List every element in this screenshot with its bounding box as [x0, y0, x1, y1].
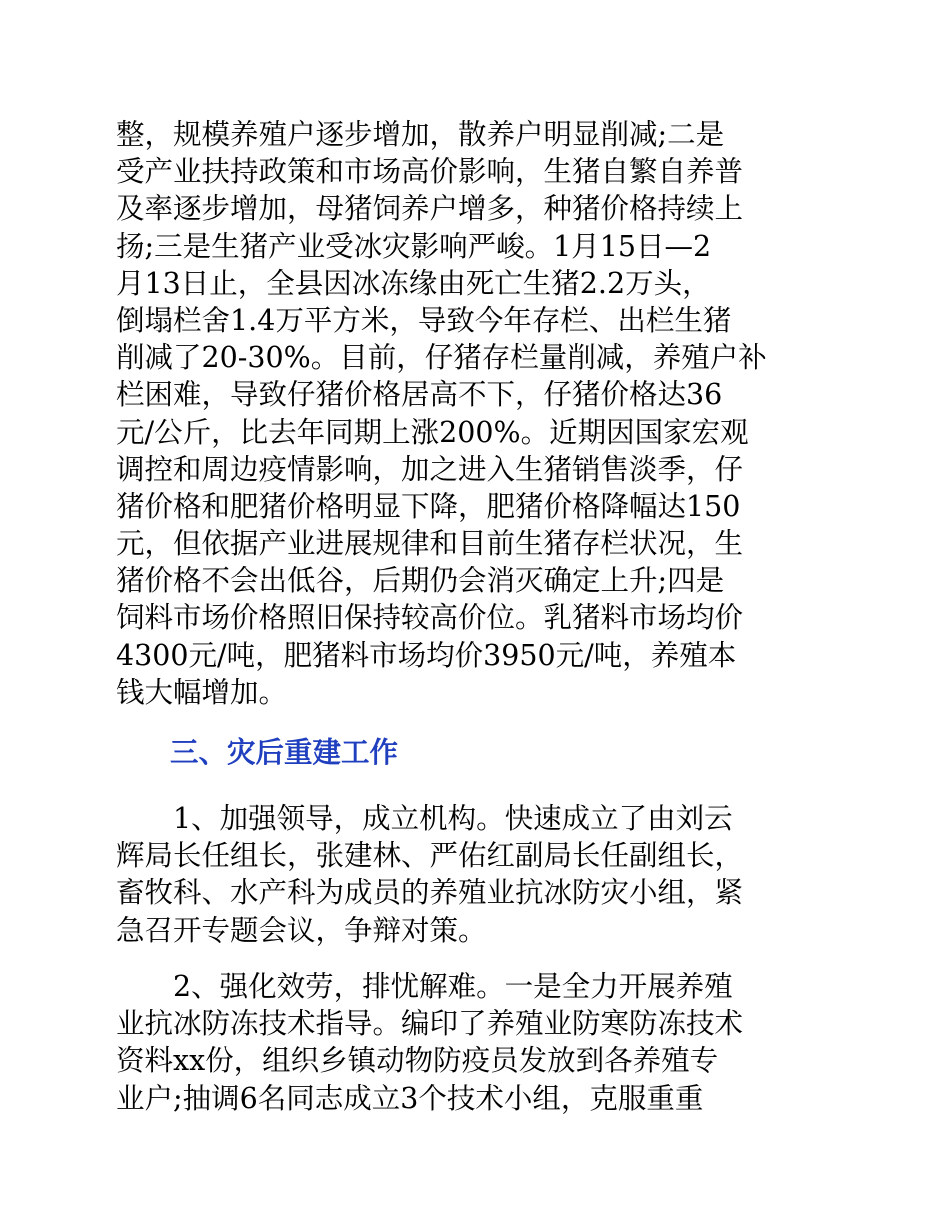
section-heading: 三、灾后重建工作: [170, 735, 399, 769]
text-line: 整，规模养殖户逐步增加，散养户明显削减;二是: [116, 118, 725, 151]
text-line: 1、加强领导，成立机构。快速成立了由刘云: [116, 802, 733, 835]
text-line: 月13日止，全县因冰冻缘由死亡生猪2.2万头，: [116, 266, 711, 300]
text-line: 2、强化效劳，排忧解难。一是全力开展养殖: [116, 970, 733, 1003]
text-line: 钱大幅增加。: [116, 675, 288, 709]
text-line: 及率逐步增加，母猪饲养户增多，种猪价格持续上: [116, 192, 744, 226]
text-line: 猪价格不会出低谷，后期仍会消灭确定上升;四是: [116, 564, 725, 598]
paragraph-services: [116, 968, 836, 1117]
text-line: 辉局长任组长，张建林、严佑红副局长任副组长，: [116, 839, 744, 873]
text-line: 元，但依据产业进展规律和目前生猪存栏状况，生: [116, 527, 744, 561]
text-line: 急召开专题会议，争辩对策。: [116, 913, 487, 947]
text-line: 业抗冰防冻技术指导。编印了养殖业防寒防冻技术: [116, 1007, 744, 1041]
text-line: 畜牧科、水产科为成员的养殖业抗冰防灾小组，紧: [116, 876, 744, 910]
text-line: 倒塌栏舍1.4万平方米，导致今年存栏、出栏生猪: [116, 303, 732, 337]
text-line: 业户;抽调6名同志成立3个技术小组，克服重重: [116, 1081, 704, 1115]
text-line: 削减了20-30%。目前，仔猪存栏量削减，养殖户补: [116, 341, 767, 375]
text-line: 元/公斤，比去年同期上涨200%。近期因国家宏观: [116, 415, 749, 449]
text-line: 饲料市场价格照旧保持较高价位。乳猪料市场均价: [116, 601, 744, 635]
text-line: 资料xx份，组织乡镇动物防疫员发放到各养殖专: [116, 1044, 719, 1078]
text-line: 受产业扶持政策和市场高价影响，生猪自繁自养普: [116, 155, 744, 189]
text-line: 栏困难，导致仔猪价格居高不下，仔猪价格达36: [116, 378, 723, 412]
text-line: 调控和周边疫情影响，加之进入生猪销售淡季，仔: [116, 452, 744, 486]
paragraph-market-analysis: [116, 116, 836, 711]
paragraph-leadership: [116, 800, 836, 949]
text-line: 扬;三是生猪产业受冰灾影响严峻。1月15日—2: [116, 229, 712, 263]
text-line: 猪价格和肥猪价格明显下降，肥猪价格降幅达150: [116, 489, 741, 523]
text-line: 4300元/吨，肥猪料市场均价3950元/吨，养殖本: [116, 638, 737, 672]
